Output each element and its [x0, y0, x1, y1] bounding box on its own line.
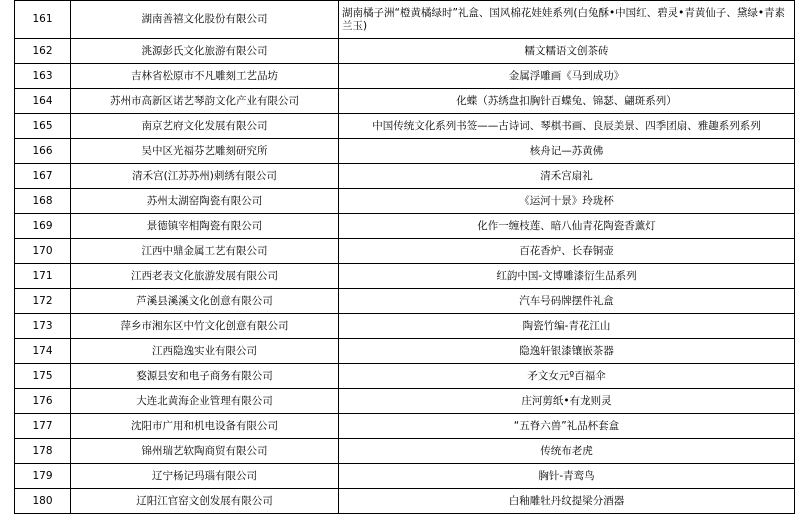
row-number: 165: [15, 114, 71, 139]
table-row: [15, 439, 795, 464]
row-number: 167: [15, 164, 71, 189]
row-number: 171: [15, 264, 71, 289]
table-row: [15, 314, 795, 339]
product-name-cell: 糯文糯语文创茶砖: [339, 39, 795, 64]
table-row: [15, 239, 795, 264]
company-name-cell: 辽阳江官窑文创发展有限公司: [71, 489, 339, 514]
company-name-cell: 江西老表文化旅游发展有限公司: [71, 264, 339, 289]
table-row: [15, 389, 795, 414]
product-name-cell: 金属浮雕画《马到成功》: [339, 64, 795, 89]
product-name-cell: 清禾宫扇礼: [339, 164, 795, 189]
row-number: 180: [15, 489, 71, 514]
company-name-cell: 吉林省松原市不凡雕刻工艺品坊: [71, 64, 339, 89]
product-name-cell: 《运河十景》玲珑杯: [339, 189, 795, 214]
table-row: [15, 189, 795, 214]
product-name-cell: 矛文女元º百福伞: [339, 364, 795, 389]
row-number: 172: [15, 289, 71, 314]
company-name-cell: 景德镇宰相陶瓷有限公司: [71, 214, 339, 239]
product-name-cell: 陶瓷竹编-青花江山: [339, 314, 795, 339]
row-number: 175: [15, 364, 71, 389]
table-row: [15, 114, 795, 139]
table-body: [15, 1, 795, 514]
company-name-cell: 清禾宫(江苏苏州)刺绣有限公司: [71, 164, 339, 189]
product-name-cell: 中国传统文化系列书签——古诗词、琴棋书画、良辰美景、四季团扇、雅趣系列系列: [339, 114, 795, 139]
table-row: [15, 39, 795, 64]
row-number: 177: [15, 414, 71, 439]
table-row: [15, 89, 795, 114]
table-row: [15, 139, 795, 164]
company-name-cell: 江西隐逸实业有限公司: [71, 339, 339, 364]
table-row: [15, 164, 795, 189]
row-number: 162: [15, 39, 71, 64]
product-name-cell: 传统布老虎: [339, 439, 795, 464]
product-name-cell: 胸针-青鸾鸟: [339, 464, 795, 489]
row-number: 179: [15, 464, 71, 489]
table-row: [15, 489, 795, 514]
table-row: [15, 214, 795, 239]
company-name-cell: 萍乡市湘东区中竹文化创意有限公司: [71, 314, 339, 339]
company-name-cell: 苏州市高新区诺艺琴韵文化产业有限公司: [71, 89, 339, 114]
row-number: 168: [15, 189, 71, 214]
table-row: [15, 364, 795, 389]
company-name-cell: 南京艺府文化发展有限公司: [71, 114, 339, 139]
row-number: 169: [15, 214, 71, 239]
row-number: 173: [15, 314, 71, 339]
table-row: [15, 339, 795, 364]
row-number: 163: [15, 64, 71, 89]
company-name-cell: 婺源县安和电子商务有限公司: [71, 364, 339, 389]
row-number: 178: [15, 439, 71, 464]
row-number: 166: [15, 139, 71, 164]
company-name-cell: 湖南善禧文化股份有限公司: [71, 1, 339, 39]
product-name-cell: 百花香炉、长春铜壶: [339, 239, 795, 264]
product-name-cell: 庄河剪纸•有龙则灵: [339, 389, 795, 414]
row-number: 161: [15, 1, 71, 39]
product-name-cell: 汽车号码牌摆件礼盒: [339, 289, 795, 314]
row-number: 174: [15, 339, 71, 364]
company-name-cell: 洮源彭氏文化旅游有限公司: [71, 39, 339, 64]
table-row: [15, 414, 795, 439]
product-name-cell: 化作一缠枝莲、暗八仙青花陶瓷香薰灯: [339, 214, 795, 239]
company-name-cell: 锦州瑞艺软陶商贸有限公司: [71, 439, 339, 464]
table-row: [15, 464, 795, 489]
row-number: 176: [15, 389, 71, 414]
company-name-cell: 吴中区光福芬艺雕刻研究所: [71, 139, 339, 164]
product-name-cell: 隐逸轩银漆镶嵌茶器: [339, 339, 795, 364]
product-name-cell: 白釉雕牡丹纹提梁分酒器: [339, 489, 795, 514]
table-row: [15, 1, 795, 39]
table-row: [15, 289, 795, 314]
product-name-cell: 核舟记—苏黄佛: [339, 139, 795, 164]
company-name-cell: 沈阳市广用和机电设备有限公司: [71, 414, 339, 439]
product-table: [14, 0, 795, 514]
company-name-cell: 辽宁杨记玛瑙有限公司: [71, 464, 339, 489]
product-name-cell: “五脊六兽”礼品杯套盒: [339, 414, 795, 439]
company-name-cell: 大连北黄海企业管理有限公司: [71, 389, 339, 414]
product-name-cell: 化蝶（苏绣盘扣胸针百蝶兔、锦瑟、翩斑系列）: [339, 89, 795, 114]
company-name-cell: 苏州太湖窑陶瓷有限公司: [71, 189, 339, 214]
product-name-cell: 红韵中国-文博雕漆衍生品系列: [339, 264, 795, 289]
table-row: [15, 264, 795, 289]
table-row: [15, 64, 795, 89]
row-number: 164: [15, 89, 71, 114]
product-name-cell: 湖南橘子洲“橙黄橘绿时”礼盒、国风棉花娃娃系列(白兔酥•中国红、碧灵•青黄仙子、黛绿•青素兰玉): [339, 1, 795, 39]
company-name-cell: 芦溪县溪溪文化创意有限公司: [71, 289, 339, 314]
company-name-cell: 江西中鼎金属工艺有限公司: [71, 239, 339, 264]
row-number: 170: [15, 239, 71, 264]
